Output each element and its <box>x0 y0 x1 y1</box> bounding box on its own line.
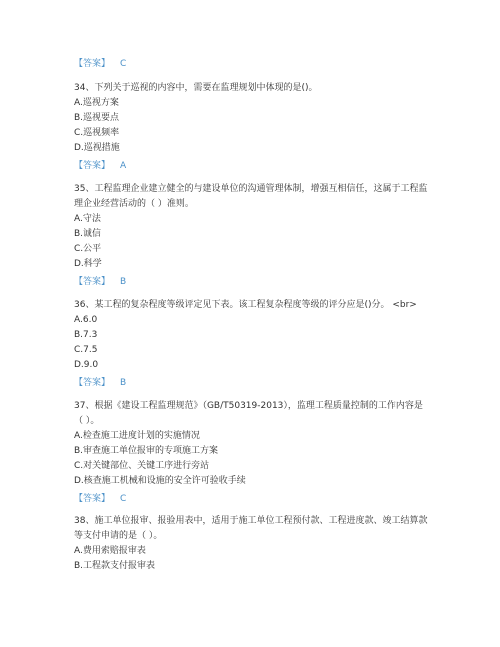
question-text-cont: 等支付申请的是（ ）。 <box>74 531 163 541</box>
answer-line <box>74 276 126 288</box>
question-text: 35、工程监理企业建立健全的与建设单位的沟通管理体制，增强互相信任，这属于工程监 <box>74 184 428 194</box>
question-text-cont: （ ）。 <box>74 416 100 426</box>
answer-label: 【答案】 <box>74 378 111 388</box>
option-b: B.巡视要点 <box>74 113 120 123</box>
option-b: B.审查施工单位报审的专项施工方案 <box>74 446 219 456</box>
answer-value: B <box>120 378 127 388</box>
answer-value: C <box>120 59 127 69</box>
answer-line <box>74 58 126 70</box>
question-text-cont: 理企业经营活动的（ ）准则。 <box>74 199 194 209</box>
question-35 <box>74 182 440 272</box>
answer-label: 【答案】 <box>74 494 111 504</box>
question-text: 36、某工程的复杂程度等级评定见下表。该工程复杂程度等级的评分应是()分。 <br> <box>74 300 417 310</box>
question-36 <box>74 298 440 373</box>
option-a: A.守法 <box>74 214 101 224</box>
option-a: A.6.0 <box>74 315 98 325</box>
option-c: C.7.5 <box>74 345 98 355</box>
question-38 <box>74 514 440 574</box>
option-c: C.对关键部位、关键工序进行旁站 <box>74 461 210 471</box>
option-b: B.诚信 <box>74 229 102 239</box>
option-a: A.费用索赔报审表 <box>74 546 146 556</box>
answer-label: 【答案】 <box>74 277 111 287</box>
question-text: 34、下列关于巡视的内容中，需要在监理规划中体现的是()。 <box>74 83 318 93</box>
option-d: D.9.0 <box>74 360 99 370</box>
answer-value: C <box>120 494 127 504</box>
option-d: D.巡视措施 <box>74 143 120 153</box>
option-c: C.巡视频率 <box>74 128 120 138</box>
option-d: D.科学 <box>74 259 102 269</box>
answer-line <box>74 493 126 505</box>
answer-label: 【答案】 <box>74 161 111 171</box>
option-a: A.检查施工进度计划的实施情况 <box>74 431 200 441</box>
question-34 <box>74 81 440 156</box>
option-b: B.7.3 <box>74 330 98 340</box>
option-a: A.巡视方案 <box>74 98 119 108</box>
answer-value: A <box>120 161 127 171</box>
question-text: 38、施工单位报审、报验用表中，适用于施工单位工程预付款、工程进度款、竣工结算款 <box>74 516 428 526</box>
question-text: 37、根据《建设工程监理规范》（GB/T50319-2013），监理工程质量控制的工作内容是 <box>74 401 423 411</box>
option-b: B.工程款支付报审表 <box>74 561 156 571</box>
question-37 <box>74 399 440 489</box>
answer-line <box>74 377 126 389</box>
option-c: C.公平 <box>74 244 102 254</box>
option-d: D.核查施工机械和设施的安全许可验收手续 <box>74 476 246 486</box>
answer-line <box>74 160 126 172</box>
answer-label: 【答案】 <box>74 59 111 69</box>
answer-value: B <box>120 277 127 287</box>
